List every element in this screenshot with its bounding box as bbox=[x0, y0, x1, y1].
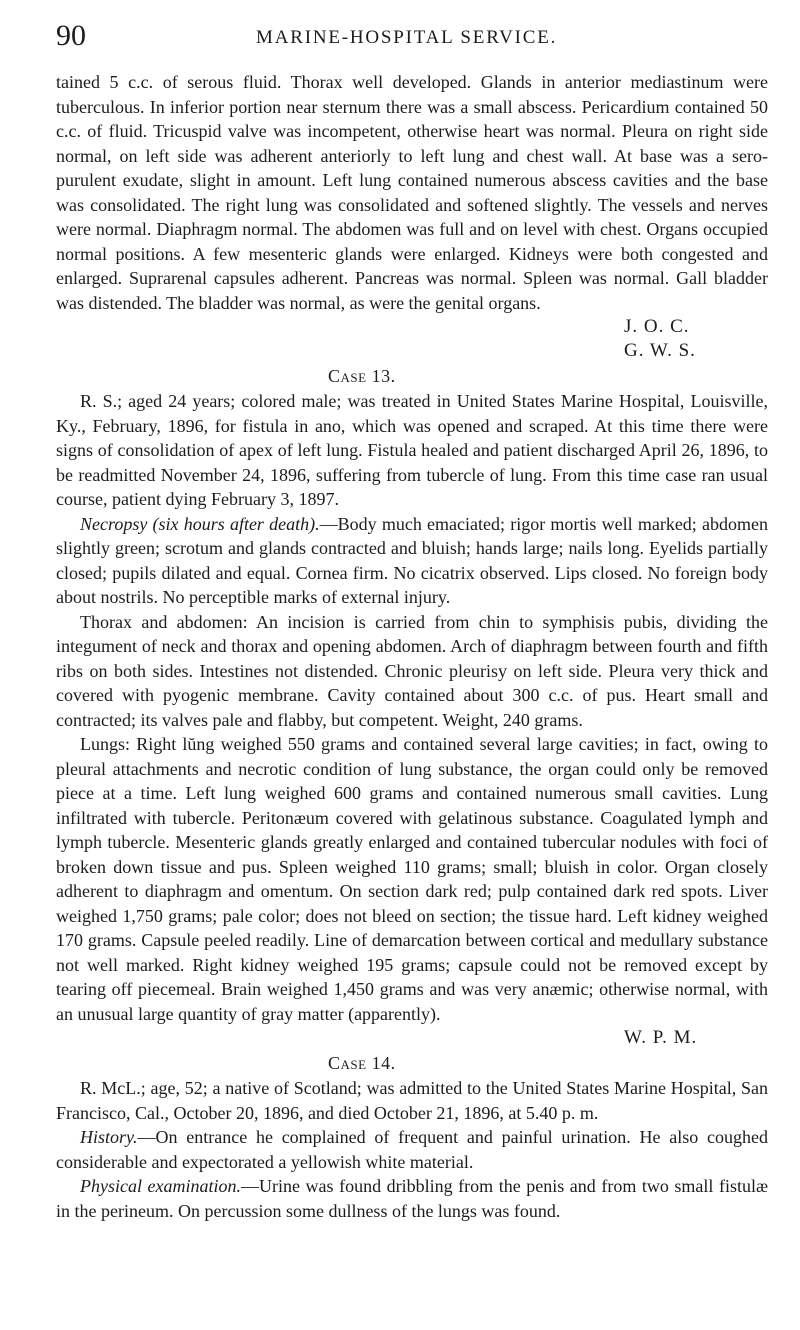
paragraph-physical-exam bbox=[56, 1174, 768, 1223]
paragraph-history bbox=[56, 1125, 768, 1174]
paragraph-lungs: Lungs: Right lŭng weighed 550 grams and contained several large cavities; in fact, owing to pleural attachments and necrotic condition of lung substance, the organ could only be removed piece at a time. Left lung weighed 600 grams and contained numerous small cavities. Lung infiltrated with tubercle. Peritonæum covered with gelatinous substance. Coagulated lymph and lymph tubercle. Mesenteric glands greatly enlarged and contained tubercular nodules with foci of broken down tissue and pus. Spleen weighed 110 grams; small; bluish in color. Organ closely adherent to diaphragm and omentum. On section dark red; pulp contained dark red spots. Liver weighed 1,750 grams; pale color; does not bleed on section; the tissue hard. Left kidney weighed 170 grams. Capsule peeled readily. Line of demarcation between cortical and medullary substance not well marked. Right kidney weighed 195 grams; capsule could not be removed except by tearing off piecemeal. Brain weighed 1,450 grams and was very anæmic; otherwise normal, with an unusual large quantity of gray matter (apparently). bbox=[56, 734, 768, 1024]
necropsy-lead: Necropsy (six hours after death). bbox=[80, 513, 320, 534]
case-heading: Case 14. bbox=[328, 1053, 396, 1073]
running-header bbox=[56, 18, 768, 62]
paragraph-autopsy-continued: tained 5 c.c. of serous fluid. Thorax well developed. Glands in anterior mediastinum were tuberculous. In inferior portion near sternum there was a small abscess. Pericardium contained 50 c.c. of fluid. Tricuspid valve was incompetent, otherwise heart was normal. Pleura on right side normal, on left side was adherent anteriorly to left lung and chest wall. At base was a sero-purulent exudate, slight in amount. Left lung contained numerous abscess cavities and the base was consolidated. The right lung was consolidated and softened slightly. The vessels and nerves were normal. Diaphragm normal. The abdomen was full and on level with chest. Organs occupied normal positions. A few mesenteric glands were enlarged. Kidneys were both congested and enlarged. Suprarenal capsules adherent. Pancreas was normal. Spleen was normal. Gall bladder was distended. The bladder was normal, as were the genital organs. bbox=[56, 72, 768, 313]
paragraph-case-history: R. S.; aged 24 years; colored male; was treated in United States Marine Hospital, Louisville, Ky., February, 1896, for fistula in ano, which was opened and scraped. At this time there were signs of consolidation of apex of left lung. Fistula healed and patient discharged April 26, 1896, to be readmitted November 24, 1896, suffering from tubercle of lung. From this time case ran usual course, patient dying February 3, 1897. bbox=[56, 391, 768, 509]
physical-exam-text: —Urine was found dribbling from the penis and from two small fistulæ in the perineum. On percussion some dullness of the lungs was found. bbox=[56, 1176, 768, 1221]
page-number: 90 bbox=[56, 19, 86, 52]
history-lead: History. bbox=[80, 1127, 138, 1147]
history-text: —On entrance he complained of frequent and painful urination. He also coughed considerable and expectorated a yellowish white material. bbox=[56, 1127, 768, 1172]
paragraph-necropsy bbox=[56, 512, 768, 610]
case-heading: Case 13. bbox=[328, 366, 396, 386]
signature-initials: G. W. S. bbox=[624, 340, 696, 361]
body-text bbox=[56, 70, 768, 1223]
signature-initials: W. P. M. bbox=[624, 1027, 698, 1048]
running-title: MARINE-HOSPITAL SERVICE. bbox=[256, 27, 558, 48]
physical-exam-lead: Physical examination. bbox=[80, 1176, 242, 1196]
necropsy-text: —Body much emaciated; rigor mortis well marked; abdomen slightly green; scrotum and glands contracted and bluish; hands large; nails long. Eyelids partially closed; pupils dilated and equal. Cornea firm. No cicatrix observed. Lips closed. No foreign body about nostrils. No perceptible marks of external injury. bbox=[56, 513, 768, 607]
signature-initials: J. O. C. bbox=[624, 316, 690, 337]
paragraph-case-intro: R. McL.; age, 52; a native of Scotland; was admitted to the United States Marine Hospital, San Francisco, Cal., October 20, 1896, and died October 21, 1896, at 5.40 p. m. bbox=[56, 1078, 768, 1123]
document-page bbox=[56, 18, 768, 1223]
paragraph-thorax-abdomen: Thorax and abdomen: An incision is carried from chin to symphisis pubis, dividing the integument of neck and thorax and opening abdomen. Arch of diaphragm between fourth and fifth ribs on both sides. Intestines not distended. Chronic pleurisy on left side. Pleura very thick and covered with pyogenic membrane. Cavity contained about 300 c.c. of pus. Heart small and contracted; its valves pale and flabby, but competent. Weight, 240 grams. bbox=[56, 611, 768, 730]
